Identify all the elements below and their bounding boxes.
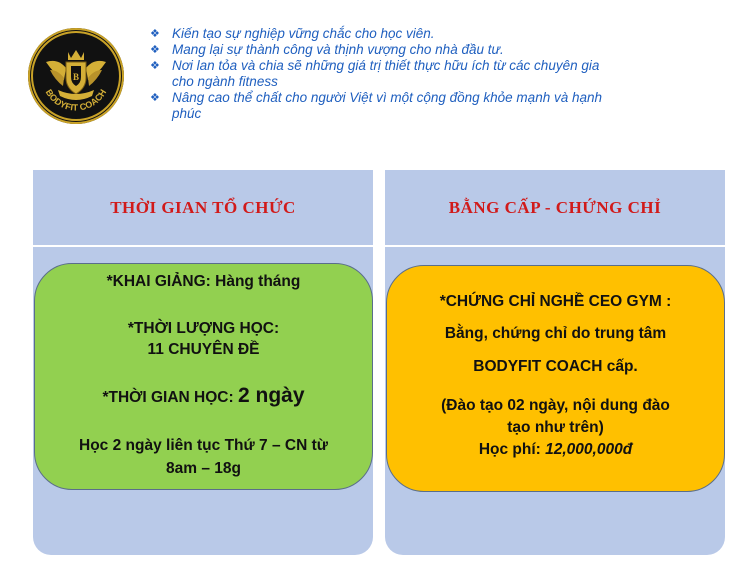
list-item: ❖ Kiến tạo sự nghiệp vững chắc cho học viên. xyxy=(150,26,435,41)
logo-ring-text xyxy=(28,28,124,124)
mission-bullet-list xyxy=(146,26,746,122)
diamond-bullet-icon: ❖ xyxy=(150,60,160,72)
bodyfit-coach-logo xyxy=(28,28,124,124)
certificate-card xyxy=(386,265,725,492)
study-time-label: *THỜI GIAN HỌC: xyxy=(102,389,234,406)
diamond-bullet-icon: ❖ xyxy=(150,92,160,104)
list-item: ❖ Nâng cao thể chất cho người Việt vì một cộng đồng khỏe mạnh và hạnh xyxy=(150,90,602,105)
svg-text:B: B xyxy=(72,72,80,82)
schedule-line-1: Học 2 ngày liên tục Thứ 7 – CN từ xyxy=(79,437,328,454)
note-line-2: tạo như trên) xyxy=(507,419,604,436)
svg-text:BODYFIT COACH: BODYFIT COACH xyxy=(43,87,109,113)
tuition-fee xyxy=(387,440,724,460)
fee-value: 12,000,000đ xyxy=(545,441,633,458)
schedule-card xyxy=(34,263,373,490)
opening-text: *KHAI GIẢNG: Hàng tháng xyxy=(106,273,301,290)
list-item-continuation: phúc xyxy=(172,106,202,121)
schedule-header: THỜI GIAN TỔ CHỨC xyxy=(33,170,373,247)
study-time xyxy=(35,386,372,408)
diamond-bullet-icon: ❖ xyxy=(150,28,160,40)
schedule-line-2: 8am – 18g xyxy=(166,460,241,477)
note-line-1: (Đào tạo 02 ngày, nội dung đào xyxy=(441,397,670,414)
fee-label: Học phí: xyxy=(478,441,541,458)
list-item: ❖ Mang lại sự thành công và thịnh vượng cho nhà đầu tư. xyxy=(150,42,504,57)
duration-label: *THỜI LƯỢNG HỌC: xyxy=(127,320,280,337)
study-time-value: 2 ngày xyxy=(237,384,305,407)
list-item: ❖ Nơi lan tỏa và chia sẽ những giá trị thiết thực hữu ích từ các chuyên gia xyxy=(150,58,600,73)
cert-line-2: BODYFIT COACH cấp. xyxy=(473,358,638,375)
certificate-header: BẰNG CẤP - CHỨNG CHỈ xyxy=(385,170,725,247)
cert-line-1: Bằng, chứng chỉ do trung tâm xyxy=(444,325,667,342)
duration-value: 11 CHUYÊN ĐỀ xyxy=(147,341,260,358)
cert-title: *CHỨNG CHỈ NGHỀ CEO GYM : xyxy=(439,293,672,310)
list-item-continuation: cho ngành fitness xyxy=(172,74,278,89)
diamond-bullet-icon: ❖ xyxy=(150,44,160,56)
